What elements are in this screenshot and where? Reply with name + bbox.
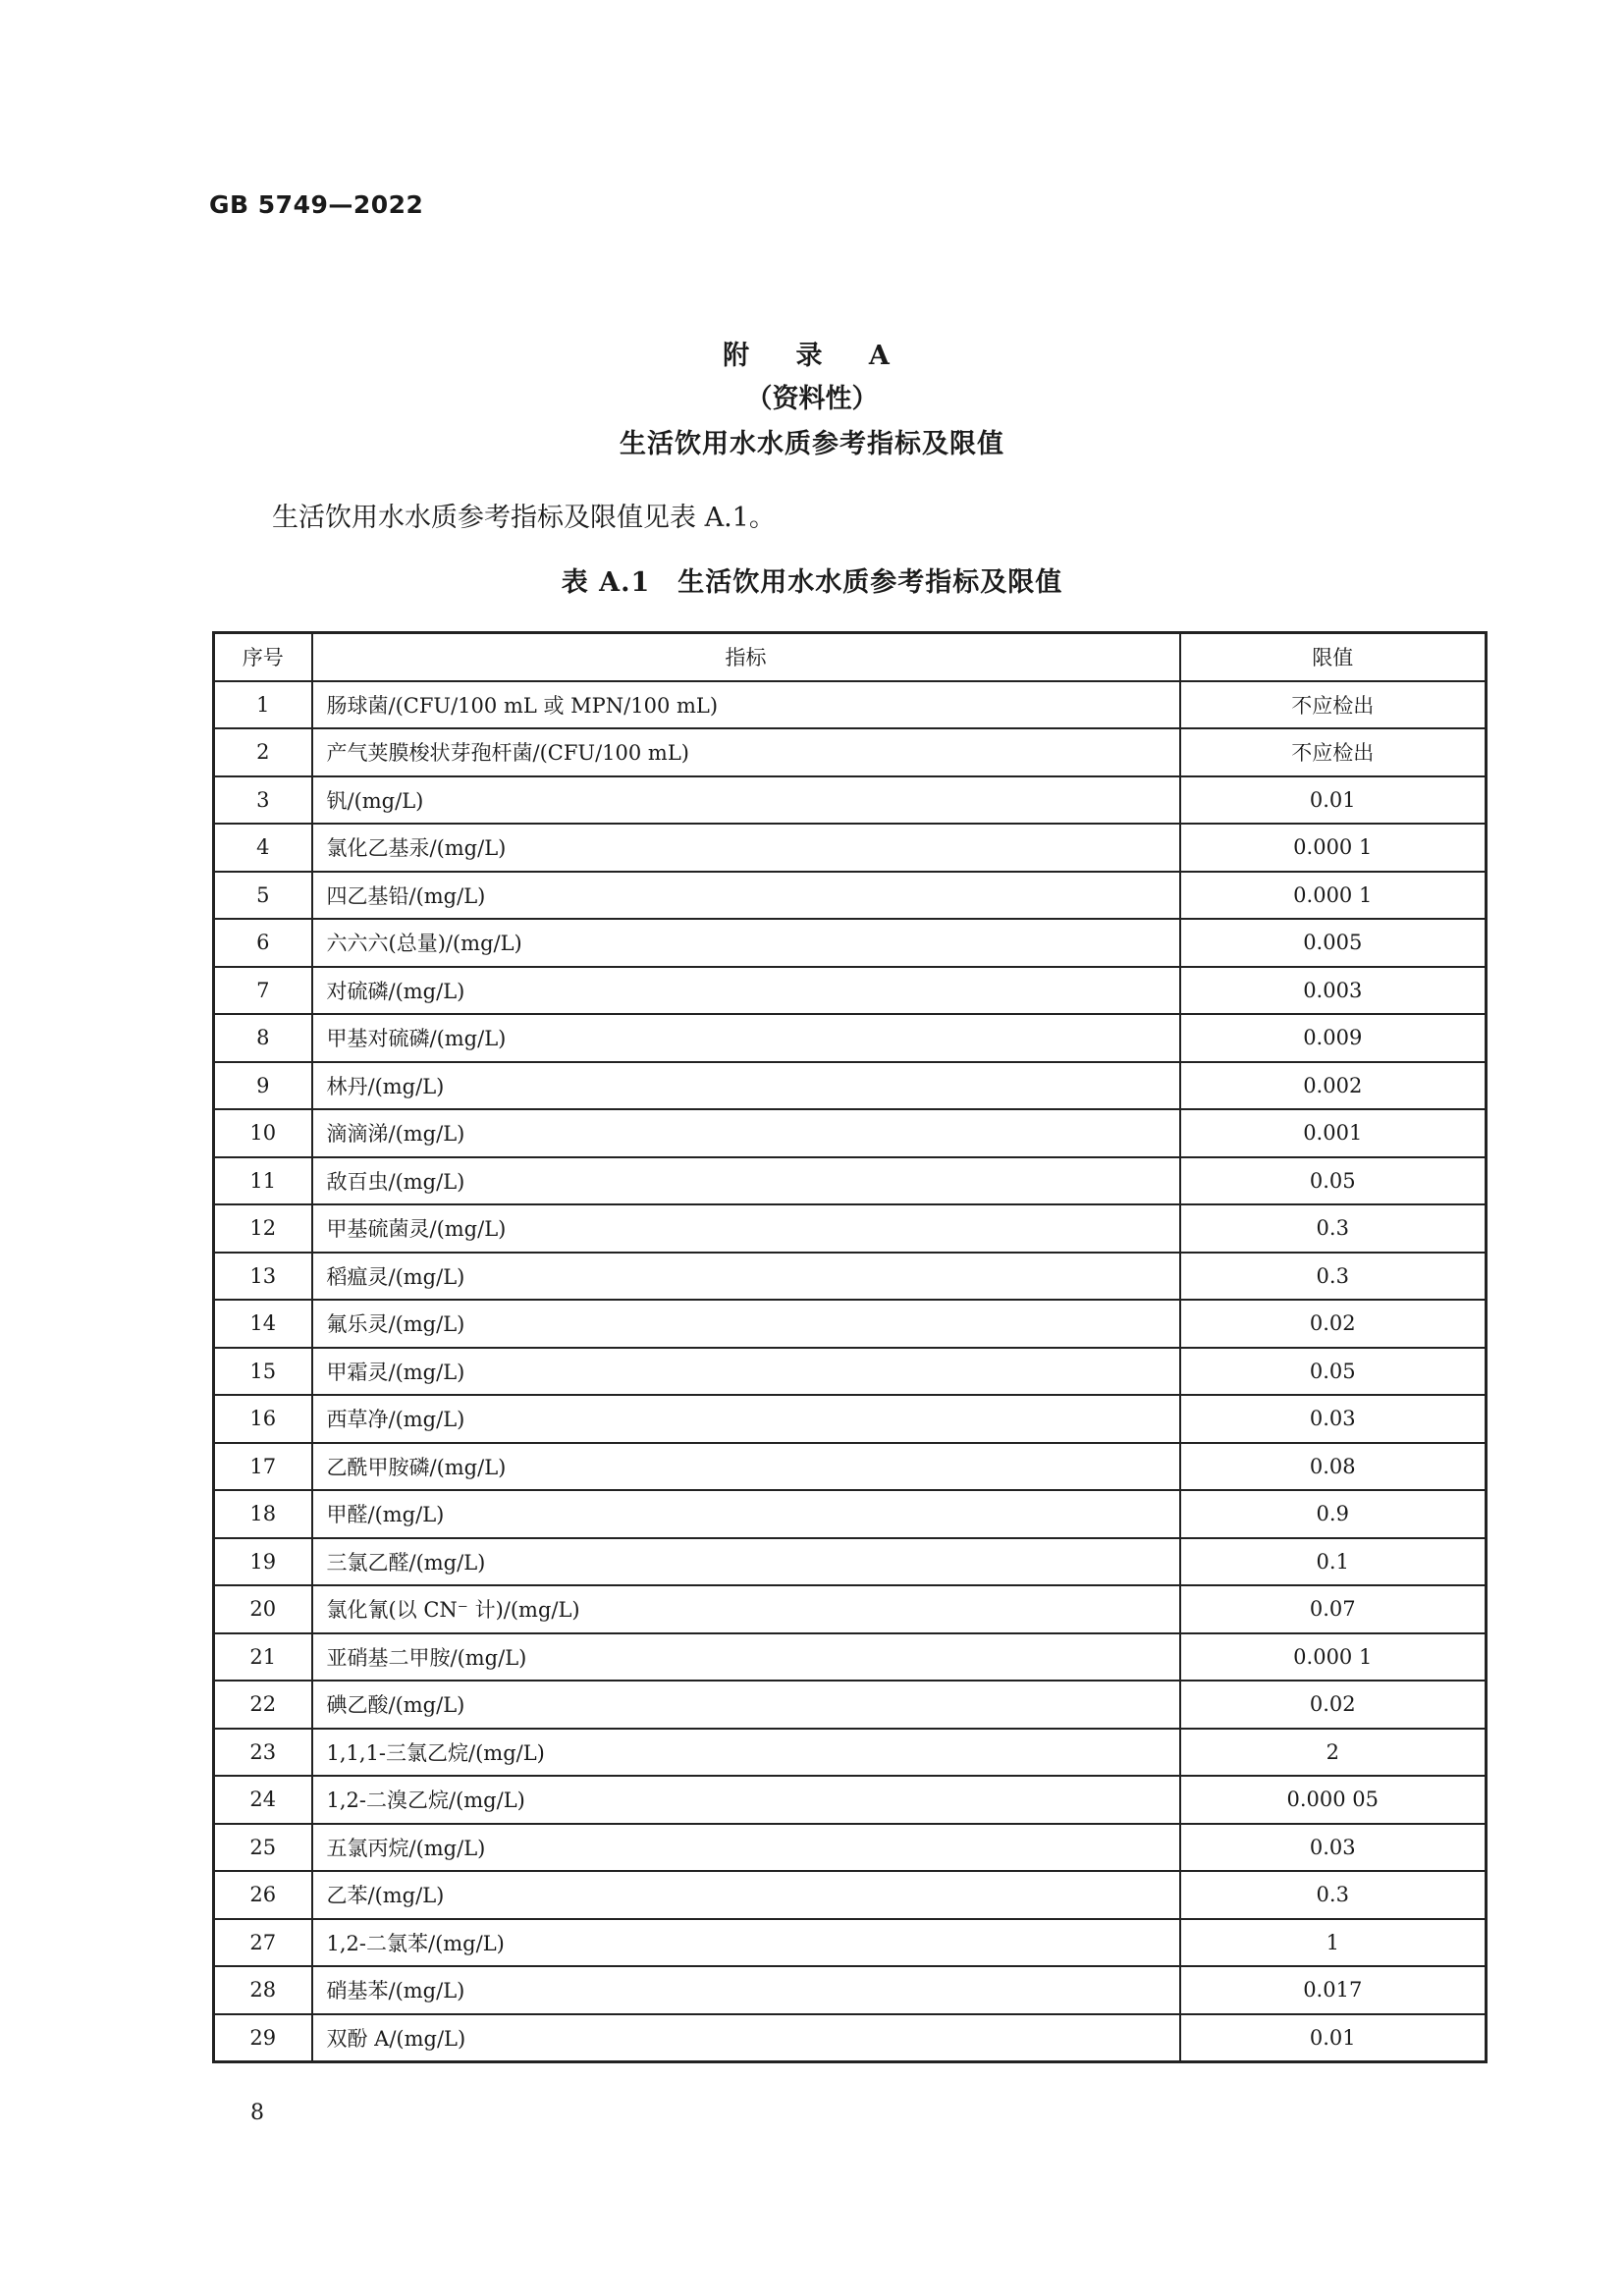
row-indicator: 碘乙酸/(mg/L) <box>312 1681 1180 1729</box>
column-header-limit: 限值 <box>1180 633 1487 681</box>
table-row <box>214 1776 1487 1824</box>
table-row <box>214 1633 1487 1682</box>
row-limit: 0.02 <box>1180 1681 1487 1729</box>
row-limit: 1 <box>1180 1919 1487 1967</box>
row-number: 8 <box>214 1014 312 1062</box>
row-number: 1 <box>214 681 312 729</box>
row-number: 4 <box>214 824 312 872</box>
row-indicator: 西草净/(mg/L) <box>312 1395 1180 1443</box>
row-number: 19 <box>214 1538 312 1586</box>
column-header-indicator: 指标 <box>312 633 1180 681</box>
row-number: 9 <box>214 1062 312 1110</box>
row-number: 10 <box>214 1109 312 1157</box>
intro-paragraph: 生活饮用水水质参考指标及限值见表 A.1。 <box>272 503 776 533</box>
row-number: 11 <box>214 1157 312 1205</box>
row-indicator: 滴滴涕/(mg/L) <box>312 1109 1180 1157</box>
reference-indicator-table <box>212 631 1488 2063</box>
row-number: 22 <box>214 1681 312 1729</box>
row-number: 24 <box>214 1776 312 1824</box>
table-row <box>214 1204 1487 1253</box>
table-row <box>214 1300 1487 1348</box>
table-row <box>214 1443 1487 1491</box>
table-row <box>214 1824 1487 1872</box>
row-indicator: 1,2-二溴乙烷/(mg/L) <box>312 1776 1180 1824</box>
row-limit: 0.002 <box>1180 1062 1487 1110</box>
table-row <box>214 1253 1487 1301</box>
row-indicator: 甲醛/(mg/L) <box>312 1490 1180 1538</box>
row-number: 18 <box>214 1490 312 1538</box>
row-indicator: 稻瘟灵/(mg/L) <box>312 1253 1180 1301</box>
row-limit: 0.009 <box>1180 1014 1487 1062</box>
row-number: 25 <box>214 1824 312 1872</box>
table-row <box>214 1395 1487 1443</box>
row-indicator: 五氯丙烷/(mg/L) <box>312 1824 1180 1872</box>
table-row <box>214 1348 1487 1396</box>
table-row <box>214 1681 1487 1729</box>
table-row <box>214 1014 1487 1062</box>
row-indicator: 乙酰甲胺磷/(mg/L) <box>312 1443 1180 1491</box>
appendix-name: 生活饮用水水质参考指标及限值 <box>620 429 1004 459</box>
row-number: 3 <box>214 776 312 825</box>
row-limit: 0.000 1 <box>1180 872 1487 920</box>
row-number: 13 <box>214 1253 312 1301</box>
row-number: 23 <box>214 1729 312 1777</box>
row-indicator: 氯化氰(以 CN⁻ 计)/(mg/L) <box>312 1585 1180 1633</box>
row-indicator: 林丹/(mg/L) <box>312 1062 1180 1110</box>
table-row <box>214 1490 1487 1538</box>
row-indicator: 甲基硫菌灵/(mg/L) <box>312 1204 1180 1253</box>
table-row <box>214 919 1487 967</box>
row-number: 15 <box>214 1348 312 1396</box>
row-limit: 0.01 <box>1180 2014 1487 2062</box>
row-indicator: 双酚 A/(mg/L) <box>312 2014 1180 2062</box>
appendix-type: （资料性） <box>745 384 879 414</box>
row-limit: 0.01 <box>1180 776 1487 825</box>
table-row <box>214 1062 1487 1110</box>
page-number: 8 <box>250 2101 264 2125</box>
row-indicator: 硝基苯/(mg/L) <box>312 1966 1180 2014</box>
row-limit: 0.9 <box>1180 1490 1487 1538</box>
table-row <box>214 2014 1487 2062</box>
table-row <box>214 1157 1487 1205</box>
row-indicator: 肠球菌/(CFU/100 mL 或 MPN/100 mL) <box>312 681 1180 729</box>
row-number: 27 <box>214 1919 312 1967</box>
row-limit: 0.03 <box>1180 1395 1487 1443</box>
row-indicator: 1,1,1-三氯乙烷/(mg/L) <box>312 1729 1180 1777</box>
row-indicator: 六六六(总量)/(mg/L) <box>312 919 1180 967</box>
row-indicator: 1,2-二氯苯/(mg/L) <box>312 1919 1180 1967</box>
row-limit: 0.000 05 <box>1180 1776 1487 1824</box>
row-indicator: 氟乐灵/(mg/L) <box>312 1300 1180 1348</box>
row-number: 2 <box>214 728 312 776</box>
row-indicator: 乙苯/(mg/L) <box>312 1871 1180 1919</box>
table-row <box>214 1109 1487 1157</box>
row-number: 20 <box>214 1585 312 1633</box>
row-number: 16 <box>214 1395 312 1443</box>
row-limit: 0.07 <box>1180 1585 1487 1633</box>
table-row <box>214 1919 1487 1967</box>
row-limit: 0.1 <box>1180 1538 1487 1586</box>
row-indicator: 亚硝基二甲胺/(mg/L) <box>312 1633 1180 1682</box>
row-limit: 0.05 <box>1180 1157 1487 1205</box>
row-limit: 0.000 1 <box>1180 1633 1487 1682</box>
row-limit: 0.03 <box>1180 1824 1487 1872</box>
row-number: 29 <box>214 2014 312 2062</box>
table-row <box>214 681 1487 729</box>
row-limit: 0.3 <box>1180 1871 1487 1919</box>
row-number: 7 <box>214 967 312 1015</box>
row-limit: 0.001 <box>1180 1109 1487 1157</box>
row-number: 5 <box>214 872 312 920</box>
row-limit: 2 <box>1180 1729 1487 1777</box>
appendix-title: 附 录 A <box>723 341 901 371</box>
row-indicator: 甲基对硫磷/(mg/L) <box>312 1014 1180 1062</box>
row-limit: 0.02 <box>1180 1300 1487 1348</box>
row-number: 17 <box>214 1443 312 1491</box>
table-row <box>214 1871 1487 1919</box>
table-row <box>214 728 1487 776</box>
table-row <box>214 824 1487 872</box>
row-limit: 不应检出 <box>1180 681 1487 729</box>
table-row <box>214 776 1487 825</box>
row-limit: 不应检出 <box>1180 728 1487 776</box>
row-indicator: 三氯乙醛/(mg/L) <box>312 1538 1180 1586</box>
table-row <box>214 1538 1487 1586</box>
row-limit: 0.005 <box>1180 919 1487 967</box>
table-row <box>214 1585 1487 1633</box>
table-header-row <box>214 633 1487 681</box>
table-row <box>214 1729 1487 1777</box>
row-limit: 0.08 <box>1180 1443 1487 1491</box>
row-number: 14 <box>214 1300 312 1348</box>
row-indicator: 对硫磷/(mg/L) <box>312 967 1180 1015</box>
row-number: 12 <box>214 1204 312 1253</box>
standard-code: GB 5749—2022 <box>209 190 424 219</box>
row-limit: 0.000 1 <box>1180 824 1487 872</box>
row-number: 28 <box>214 1966 312 2014</box>
row-number: 26 <box>214 1871 312 1919</box>
row-limit: 0.017 <box>1180 1966 1487 2014</box>
row-indicator: 四乙基铅/(mg/L) <box>312 872 1180 920</box>
row-limit: 0.3 <box>1180 1253 1487 1301</box>
row-number: 6 <box>214 919 312 967</box>
row-number: 21 <box>214 1633 312 1682</box>
table-row <box>214 1966 1487 2014</box>
row-limit: 0.003 <box>1180 967 1487 1015</box>
table-caption: 表 A.1 生活饮用水水质参考指标及限值 <box>561 567 1063 598</box>
row-limit: 0.05 <box>1180 1348 1487 1396</box>
row-limit: 0.3 <box>1180 1204 1487 1253</box>
row-indicator: 敌百虫/(mg/L) <box>312 1157 1180 1205</box>
row-indicator: 产气荚膜梭状芽孢杆菌/(CFU/100 mL) <box>312 728 1180 776</box>
row-indicator: 钒/(mg/L) <box>312 776 1180 825</box>
table-row <box>214 967 1487 1015</box>
column-header-no: 序号 <box>214 633 312 681</box>
row-indicator: 氯化乙基汞/(mg/L) <box>312 824 1180 872</box>
table-row <box>214 872 1487 920</box>
row-indicator: 甲霜灵/(mg/L) <box>312 1348 1180 1396</box>
